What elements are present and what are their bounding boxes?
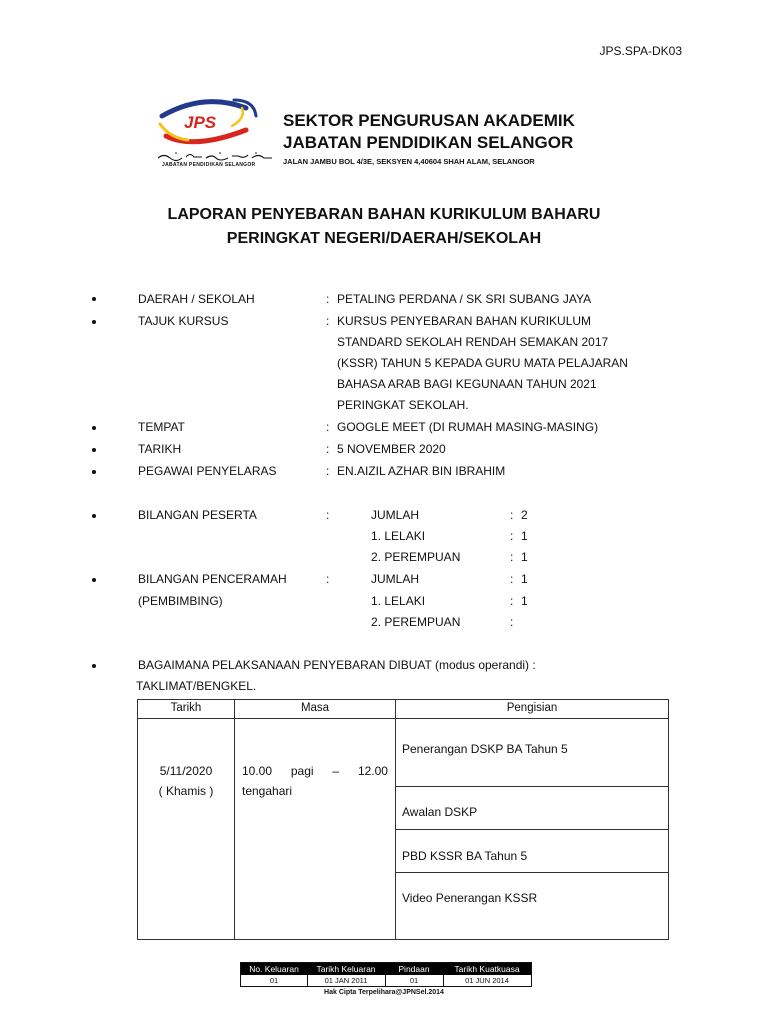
pengisian-item: Video Penerangan KSSR [402, 891, 538, 905]
value-tajuk-line3: (KSSR) TAHUN 5 KEPADA GURU MATA PELAJARAN [337, 356, 628, 370]
masa-end: 12.00 [357, 764, 388, 778]
schedule-table [137, 699, 669, 940]
table-header-tarikh: Tarikh [170, 702, 202, 714]
table-cell-tarikh-date: 5/11/2020 [159, 764, 213, 778]
value-tajuk-line2: STANDARD SEKOLAH RENDAH SEMAKAN 2017 [337, 335, 609, 349]
report-title-line2: PERINGKAT NEGERI/DAERAH/SEKOLAH [226, 230, 542, 247]
revision-table-row [241, 975, 531, 986]
revision-value-cell: 01 JUN 2014 [465, 976, 509, 985]
colon: : [326, 572, 330, 586]
bullet-icon [92, 297, 96, 301]
colon: : [510, 594, 514, 608]
penceramah-perempuan-label: 2. PEREMPUAN [371, 615, 461, 629]
colon: : [326, 508, 330, 522]
revision-table [240, 962, 532, 987]
colon: : [326, 314, 330, 328]
value-daerah: PETALING PERDANA / SK SRI SUBANG JAYA [337, 292, 592, 306]
pelaksanaan-answer: TAKLIMAT/BENGKEL. [136, 679, 257, 693]
label-penceramah: BILANGAN PENCERAMAH [138, 572, 287, 586]
colon: : [510, 550, 514, 564]
revision-value-cell: 01 JAN 2011 [324, 976, 368, 985]
penceramah-jumlah-value: 1 [521, 572, 528, 586]
revision-value-cell: 01 [269, 976, 279, 985]
masa-dash: – [332, 764, 340, 778]
peserta-jumlah-label: JUMLAH [371, 508, 420, 522]
bullet-icon [92, 578, 96, 582]
label-tarikh: TARIKH [138, 442, 182, 456]
peserta-perempuan-label: 2. PEREMPUAN [371, 550, 461, 564]
revision-header-cell: No. Keluaran [249, 964, 299, 974]
penceramah-lelaki-label: 1. LELAKI [371, 594, 426, 608]
arabic-script-graphic [156, 151, 274, 161]
label-tempat: TEMPAT [138, 420, 185, 434]
bullet-icon [92, 514, 96, 518]
table-divider [395, 700, 396, 939]
report-title-line1: LAPORAN PENYEBARAN BAHAN KURIKULUM BAHARU [167, 206, 601, 223]
table-cell-masa-line1 [242, 762, 388, 781]
label-pegawai: PEGAWAI PENYELARAS [138, 464, 277, 478]
label-tajuk: TAJUK KURSUS [138, 314, 229, 328]
table-divider [138, 718, 668, 719]
header-address: JALAN JAMBU BOL 4/3E, SEKSYEN 4,40604 SHAH ALAM, SELANGOR [283, 157, 535, 166]
bullet-icon [92, 320, 96, 324]
revision-value-cell: 01 [409, 976, 419, 985]
revision-table-header [241, 963, 531, 975]
peserta-jumlah-value: 2 [521, 508, 528, 522]
header-department: JABATAN PENDIDIKAN SELANGOR [283, 133, 574, 152]
colon: : [326, 420, 330, 434]
value-tajuk-line5: PERINGKAT SEKOLAH. [337, 398, 469, 412]
pengisian-item: Awalan DSKP [402, 805, 478, 819]
table-divider [395, 786, 668, 787]
colon: : [326, 442, 330, 456]
colon: : [510, 508, 514, 522]
label-peserta: BILANGAN PESERTA [138, 508, 257, 522]
peserta-lelaki-label: 1. LELAKI [371, 529, 426, 543]
table-cell-masa-line2: tengahari [242, 784, 293, 798]
masa-start: 10.00 [242, 764, 273, 778]
penceramah-jumlah-label: JUMLAH [371, 572, 420, 586]
copyright-notice: Hak Cipta Terpelihara@JPNSel.2014 [324, 989, 444, 996]
logo-text: JPS [184, 113, 217, 132]
penceramah-lelaki-value: 1 [521, 594, 528, 608]
peserta-lelaki-value: 1 [521, 529, 528, 543]
label-pembimbing: (PEMBIMBING) [138, 594, 223, 608]
value-tarikh: 5 NOVEMBER 2020 [337, 442, 446, 456]
value-pegawai: EN.AIZIL AZHAR BIN IBRAHIM [337, 464, 506, 478]
table-header-masa: Masa [300, 702, 330, 714]
colon: : [326, 464, 330, 478]
value-tajuk-line4: BAHASA ARAB BAGI KEGUNAAN TAHUN 2021 [337, 377, 597, 391]
table-divider [395, 829, 668, 830]
revision-header-cell: Tarikh Kuatkuasa [454, 964, 520, 974]
colon: : [510, 572, 514, 586]
pelaksanaan-question: BAGAIMANA PELAKSANAAN PENYEBARAN DIBUAT (modus operandi) : [138, 658, 536, 672]
logo-subtitle: JABATAN PENDIDIKAN SELANGOR [162, 162, 256, 168]
bullet-icon [92, 664, 96, 668]
value-tajuk-line1: KURSUS PENYEBARAN BAHAN KURIKULUM [337, 314, 592, 328]
table-header-pengisian: Pengisian [506, 702, 558, 714]
colon: : [326, 292, 330, 306]
colon: : [510, 529, 514, 543]
value-tempat: GOOGLE MEET (DI RUMAH MASING-MASING) [337, 420, 599, 434]
table-divider [395, 872, 668, 873]
table-divider [234, 700, 235, 939]
bullet-icon [92, 470, 96, 474]
revision-header-cell: Tarikh Keluaran [316, 964, 376, 974]
pengisian-item: PBD KSSR BA Tahun 5 [402, 849, 528, 863]
table-cell-tarikh-day: ( Khamis ) [158, 784, 214, 798]
bullet-icon [92, 426, 96, 430]
label-daerah: DAERAH / SEKOLAH [138, 292, 255, 306]
header-sector: SEKTOR PENGURUSAN AKADEMIK [283, 111, 575, 130]
revision-header-cell: Pindaan [398, 964, 430, 974]
pengisian-item: Penerangan DSKP BA Tahun 5 [402, 742, 568, 756]
colon: : [510, 615, 514, 629]
peserta-perempuan-value: 1 [521, 550, 528, 564]
document-code: JPS.SPA-DK03 [599, 44, 682, 58]
masa-pagi: pagi [290, 764, 314, 778]
bullet-icon [92, 448, 96, 452]
